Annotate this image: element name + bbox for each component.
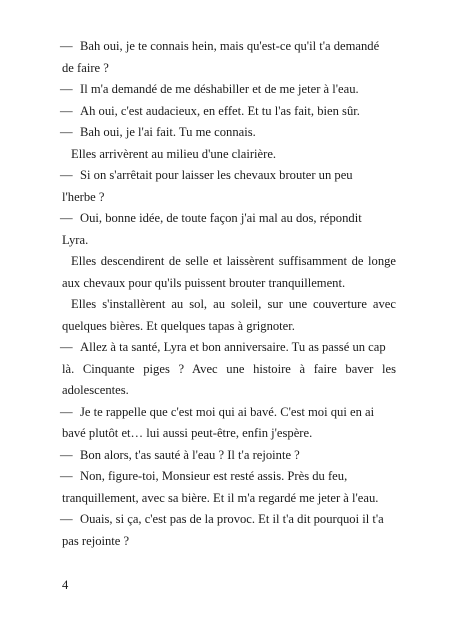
dialogue-text: Bah oui, je te connais hein, mais qu'est-ce qu'il t'a demandé bbox=[80, 39, 380, 53]
dialogue-dash: — bbox=[60, 82, 73, 96]
dialogue-continuation: pas rejointe ? bbox=[62, 533, 130, 548]
dialogue-line bbox=[62, 165, 396, 208]
paragraph: Elles descendirent de selle et laissèrent suffisamment de longe aux chevaux pour qu'ils puissent brouter tranquillement. bbox=[62, 254, 396, 290]
dialogue-text: Bah oui, je l'ai fait. Tu me connais. bbox=[80, 125, 256, 139]
paragraph: Elles s'installèrent au sol, au soleil, sur une couverture avec quelques bières. Et quelques tapas à grignoter. bbox=[62, 297, 396, 333]
dialogue-line bbox=[62, 466, 396, 509]
dialogue-continuation: de faire ? bbox=[62, 60, 109, 75]
dialogue-continuation: l'herbe ? bbox=[62, 189, 105, 204]
dialogue-line bbox=[62, 79, 396, 101]
dialogue-line bbox=[62, 101, 396, 123]
dialogue-line bbox=[62, 402, 396, 445]
paragraph: Elles arrivèrent au milieu d'une clairière. bbox=[71, 146, 277, 161]
dialogue-text: Bon alors, t'as sauté à l'eau ? Il t'a rejointe ? bbox=[80, 447, 300, 462]
dialogue-line bbox=[62, 509, 396, 552]
dialogue-text: Si on s'arrêtait pour laisser les chevaux brouter un peu bbox=[80, 168, 353, 182]
dialogue-text: Non, figure-toi, Monsieur est resté assis. Près du feu, bbox=[80, 469, 348, 483]
dialogue-dash: — bbox=[60, 103, 73, 118]
dialogue-dash: — bbox=[60, 512, 73, 526]
dialogue-text: Il m'a demandé de me déshabiller et de me jeter à l'eau. bbox=[80, 82, 359, 96]
dialogue-continuation: là. Cinquante piges ? Avec une histoire à faire baver les adolescentes. bbox=[62, 361, 396, 397]
body-text bbox=[62, 36, 396, 552]
dialogue-line bbox=[62, 337, 396, 402]
dialogue-line bbox=[62, 122, 396, 144]
dialogue-text: Ouais, si ça, c'est pas de la provoc. Et il t'a dit pourquoi il t'a bbox=[80, 512, 384, 526]
dialogue-dash: — bbox=[60, 447, 73, 462]
dialogue-line bbox=[62, 208, 396, 251]
dialogue-dash: — bbox=[60, 340, 73, 354]
dialogue-line bbox=[62, 445, 396, 467]
page-number: 4 bbox=[62, 578, 69, 592]
dialogue-continuation: Lyra. bbox=[62, 232, 89, 247]
dialogue-text: Ah oui, c'est audacieux, en effet. Et tu l'as fait, bien sûr. bbox=[80, 103, 360, 118]
dialogue-dash: — bbox=[60, 211, 73, 225]
dialogue-dash: — bbox=[60, 125, 73, 139]
dialogue-text: Oui, bonne idée, de toute façon j'ai mal au dos, répondit bbox=[80, 211, 362, 225]
dialogue-line bbox=[62, 36, 396, 79]
dialogue-continuation: bavé plutôt et… lui aussi peut-être, enfin j'espère. bbox=[62, 426, 313, 440]
dialogue-text: Allez à ta santé, Lyra et bon anniversaire. Tu as passé un cap bbox=[80, 340, 386, 354]
dialogue-dash: — bbox=[60, 39, 73, 53]
dialogue-dash: — bbox=[60, 168, 73, 182]
dialogue-continuation: tranquillement, avec sa bière. Et il m'a regardé me jeter à l'eau. bbox=[62, 490, 379, 505]
dialogue-dash: — bbox=[60, 404, 73, 419]
dialogue-dash: — bbox=[60, 469, 73, 483]
dialogue-text: Je te rappelle que c'est moi qui ai bavé. C'est moi qui en ai bbox=[80, 404, 375, 419]
